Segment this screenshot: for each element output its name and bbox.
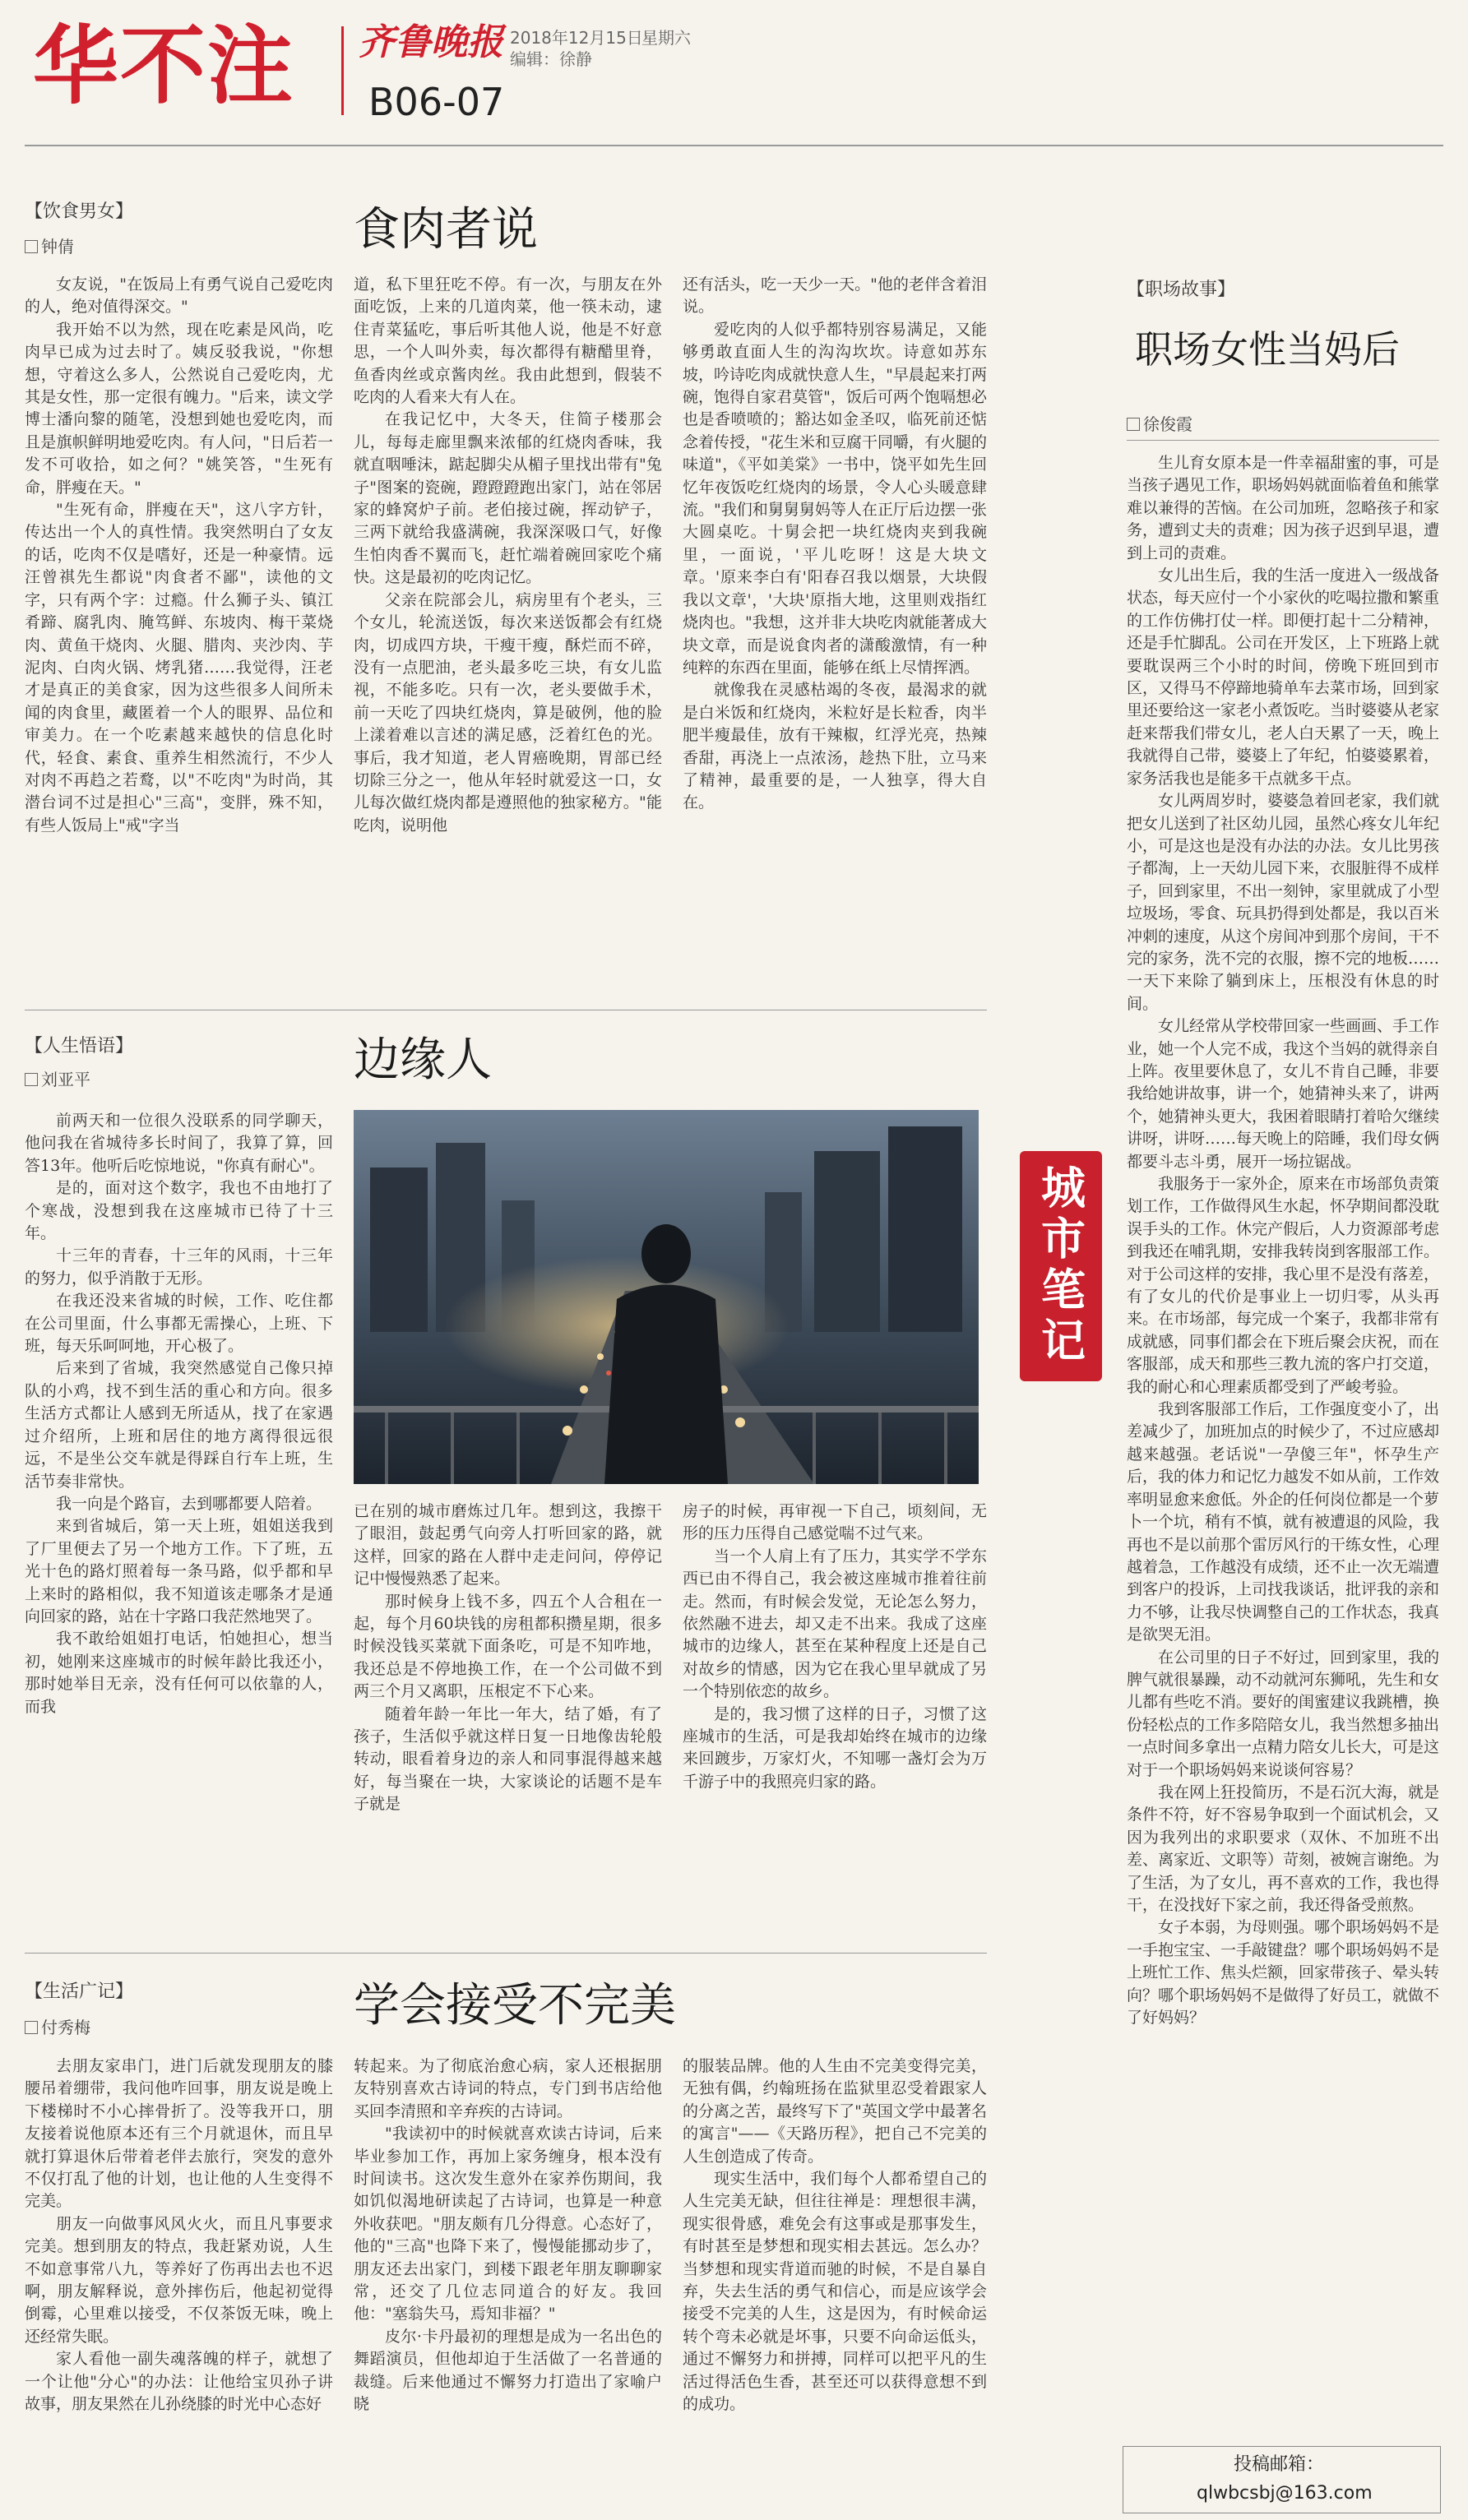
- masthead-rule: [25, 145, 1443, 146]
- diet-column-label: 【饮食男女】: [25, 201, 134, 222]
- city-notes-stamp: 城市笔记: [1020, 1151, 1102, 1381]
- paragraph: 十三年的青春，十三年的风雨，十三年的努力，似乎消散于无形。: [25, 1246, 333, 1288]
- paragraph: 我到客服部工作后，工作强度变小了，出差减少了，加班加点的时候少了，不过应感却越来越强。老话说"一孕傻三年"，怀孕生产后，我的体力和记忆力越发不如从前，工作效率明显愈来愈低。外企的任何岗位都是一个萝卜一个坑，稍有不慎，就有被遭退的风险，我再也不是以前那个雷厉风行的干练女性，心理越着急，工作越没有成绩，还不止一次无端遭到客户的投诉，上司找我谈话，批评我的亲和力不够，让我尽快调整自己的工作状态，我真是欲哭无泪。: [1127, 1400, 1439, 1644]
- diet-text-col1: [25, 274, 333, 997]
- paragraph: 朋友一向做事风风火火，而且凡事要求完美。想到朋友的特点，我赶紧劝说，人生不如意事常八九，等养好了伤再出去也不迟啊，朋友解释说，意外摔伤后，他起初觉得倒霉，心里难以接受，不仅茶饭无味，晚上还经常失眠。: [25, 2214, 333, 2346]
- paragraph: 就像我在灵感枯竭的冬夜，最渴求的就是白米饭和红烧肉，米粒好是长粒香，肉半肥半瘦最佳，放有干辣椒，红浮光亮，热辣香甜，再浇上一点浓汤，趁热下肚，立马来了精神，最重要的是，一人独享，得大自在。: [683, 681, 987, 812]
- paragraph: 女儿两周岁时，婆婆急着回老家，我们就把女儿送到了社区幼儿园，虽然心疼女儿年纪小，可是这也是没有办法的办法。女儿比男孩子都淘，上一天幼儿园下来，衣服脏得不成样子，回到家里，不出一刻钟，家里就成了小型垃圾场，零食、玩具扔得到处都是，我以百米冲刺的速度，从这个房间冲到那个房间，干不完的家务，洗不完的衣服，擦不完的地板……一天下来除了躺到床上，压根没有休息的时间。: [1127, 792, 1439, 1013]
- paragraph: 道，私下里狂吃不停。有一次，与朋友在外面吃饭，上来的几道肉菜，他一筷未动，逮住青菜猛吃，事后听其他人说，他是不好意思，一个人叫外卖，每次都得有糖醋里脊，鱼香肉丝或京酱肉丝。我由此想到，假装不吃肉的人看来大有人在。: [354, 275, 662, 407]
- margin-title: 边缘人: [354, 1033, 492, 1087]
- imperfect-text-col3: [683, 2055, 987, 2504]
- paragraph: 我不敢给姐姐打电话，怕她担心，想当初，她刚来这座城市的时候年龄比我还小，那时她举目无亲，没有任何可以依靠的人，而我: [25, 1630, 333, 1716]
- section-rule: [1127, 440, 1439, 441]
- margin-text-col3: [683, 1500, 987, 1940]
- author-box-icon: [1127, 418, 1140, 431]
- paragraph: 房子的时候，再审视一下自己，顷刻间，无形的压力压得自己感觉喘不过气来。: [683, 1502, 987, 1543]
- paragraph: 现实生活中，我们每个人都希望自己的人生完美无缺，但往往禅是：理想很丰满，现实很骨感，难免会有这事或是那事发生，有时甚至是梦想和现实相去甚远。怎么办？当梦想和现实背道而驰的时候，不是自暴自弃，失去生活的勇气和信心，而是应该学会接受不完美的人生，这是因为，有时候命运转个弯未必就是坏事，只要不向命运低头，通过不懈努力和拼搏，同样可以把平凡的生活过得活色生香，甚至还可以获得意想不到的成功。: [683, 2170, 987, 2414]
- paragraph: 随着年龄一年比一年大，结了婚，有了孩子，生活似乎就这样日复一日地像齿轮般转动，眼看着身边的亲人和同事混得越来越好，每当聚在一块，大家谈论的话题不是车子就是: [354, 1704, 662, 1814]
- author-box-icon: [25, 2021, 38, 2034]
- diet-text-col3: [683, 274, 987, 997]
- paragraph: 我一向是个路盲，去到哪都要人陪着。: [56, 1494, 322, 1513]
- diet-text-col2: [354, 274, 662, 997]
- paragraph: 我开始不以为然，现在吃素是风尚，吃肉早已成为过去时了。姨反驳我说，"你想想，守着这么多人，公然说自己爱吃肉，尤其是女性，那一定很有魄力。"后来，读文学博士潘向黎的随笔，没想到她也爱吃肉，而且是旗帜鲜明地爱吃肉。有人问，"日后若一发不可收拾，如之何？"姚笑答，"生死有命，胖瘦在天。": [25, 320, 333, 497]
- paragraph: "生死有命，胖瘦在天"，这八字方针，传达出一个人的真性情。我突然明白了女友的话，吃肉不仅是嗜好，还是一种豪情。远汪曾祺先生都说"肉食者不鄙"，读他的文字，只有两个字：过瘾。什么狮子头、镇江肴蹄、腐乳肉、腌笃鲜、东坡肉、梅干菜烧肉、黄鱼干烧肉、火腿、腊肉、夹沙肉、芋泥肉、白肉火锅、烤乳猪……我觉得，汪老才是真正的美食家，因为这些很多人间所未闻的肉食里，藏匿着一个人的眼界、品位和审美力。在一个吃素越来越快的信息化时代，轻食、素食、重养生相然流行，不少人对肉不再趋之若鹜，以"不吃肉"为时尚，其潜台词不过是担心"三高"，变胖，殊不知，有些人饭局上"戒"字当: [25, 501, 333, 835]
- newspaper-name: 齐鲁晚报: [359, 21, 503, 63]
- paragraph: 女儿出生后，我的生活一度进入一级战备状态，每天应付一个小家伙的吃喝拉撒和繁重的工作仿佛打仗一样。即便打起十二分精神，还是手忙脚乱。公司在开发区，上下班路上就要耽误两三个小时的时间，傍晚下班回到市区，又得马不停蹄地骑单车去菜市场，回到家里还要给这一家老小煮饭吃。当时婆婆从老家赶来帮我们带女儿，老人白天累了一天，晚上我就得自己带，婆婆上了年纪，怕婆婆累着，家务活我也是能多干点就多干点。: [1127, 566, 1439, 788]
- paragraph: 家人看他一副失魂落魄的样子，就想了一个让他"分心"的办法：让他给宝贝孙子讲故事，朋友果然在儿孙绕膝的时光中心态好: [25, 2350, 333, 2414]
- workplace-title: 职场女性当妈后: [1135, 327, 1400, 372]
- paragraph: 父亲在院部会儿，病房里有个老头，三个女儿，轮流送饭，每次来送饭都会有红烧肉，切成四方块，干瘦干瘦，酥烂而不碎，没有一点肥油，老头最多吃三块，有女儿监视，不能多吃。只有一次，老头要做手术，前一天吃了四块红烧肉，算是破例，他的脸上漾着难以言述的满足感，泛着红色的光。事后，我才知道，老人胃癌晚期，胃部已经切除三分之一，他从年轻时就爱这一口，女儿每次做红烧肉都是遵照他的独家秘方。"能吃肉，说明他: [354, 590, 662, 835]
- margin-author: 刘亚平: [25, 1066, 90, 1090]
- margin-text-col2: [354, 1500, 662, 1940]
- imperfect-text-col1: [25, 2055, 333, 2504]
- paragraph: 在我还没来省城的时候，工作、吃住都在公司里面，什么事都无需操心，上班、下班，每天乐呵呵地，开心极了。: [25, 1292, 333, 1356]
- paragraph: 我服务于一家外企，原来在市场部负责策划工作，工作做得风生水起，怀孕期间都没耽误手头的工作。休完产假后，人力资源部考虑到我还在哺乳期，安排我转岗到客服部工作。对于公司这样的安排，我心里不是没有落差，有了女儿的代价是事业上一切归零，从头再来。在市场部，每完成一个案子，我都非常有成就感，同事们都会在下班后聚会庆祝，而在客服部，成天和那些三教九流的客户打交道，我的耐心和心理素质都受到了严峻考验。: [1127, 1175, 1439, 1396]
- paragraph: 当一个人肩上有了压力，其实学不学东西已由不得自己，我会被这座城市推着往前走。然而，有时候会发觉，无论怎么努力，依然融不进去，却又走不出来。我成了这座城市的边缘人，甚至在某种程度上还是自己对故乡的情感，因为它在我心里早就成了另一个特别依恋的故乡。: [683, 1547, 987, 1701]
- paragraph: 转起来。为了彻底治愈心病，家人还根据朋友特别喜欢古诗词的特点，专门到书店给他买回李清照和辛弃疾的古诗词。: [354, 2057, 662, 2120]
- paragraph: 在我记忆中，大冬天，住简子楼那会儿，每每走廊里飘来浓郁的红烧肉香味，我就直咽唾沫，踮起脚尖从楣子里找出带有"兔子"图案的瓷碗，蹬蹬蹬跑出家门，站在邻居家的蜂窝炉子前。老伯接过碗，挥动铲子，三两下就给我盛满碗，我深深吸口气，好像生怕肉香不翼而飞，赶忙端着碗回家吃个痛快。这是最初的吃肉记忆。: [354, 410, 662, 587]
- city-night-photo: [354, 1110, 979, 1484]
- author-box-icon: [25, 1073, 38, 1086]
- author-box-icon: [25, 240, 38, 253]
- paragraph: 的服装品牌。他的人生由不完美变得完美，无独有偶，约翰班扬在监狱里忍受着跟家人的分离之苦，最终写下了"英国文学中最著名的寓言"——《天路历程》，把自己不完美的人生创造成了传奇。: [683, 2057, 987, 2166]
- imperfect-text-col2: [354, 2055, 662, 2504]
- submission-email[interactable]: qlwbcsbj@163.com: [1197, 2483, 1373, 2504]
- city-night-photo-art: [354, 1110, 979, 1484]
- publication-date: 2018年12月15日: [510, 28, 643, 48]
- workplace-text: [1127, 452, 1439, 2434]
- paragraph: 生儿育女原本是一件幸福甜蜜的事，可是当孩子遇见工作，职场妈妈就面临着鱼和熊掌难以兼得的苦恼。在公司加班，忽略孩子和家务，遭到丈夫的责难；因为孩子迟到早退，遭到上司的责难。: [1127, 454, 1439, 562]
- section-rule: [25, 1953, 987, 1954]
- paragraph: 在公司里的日子不好过，回到家里，我的脾气就很暴躁，动不动就河东狮吼，先生和女儿都有些吃不消。要好的闺蜜建议我跳槽，换份轻松点的工作多陪陪女儿，我当然想多抽出一点时间多拿出一点精力陪女儿长大，可是这对于一个职场妈妈来说谈何容易？: [1127, 1648, 1439, 1779]
- paragraph: 已在别的城市磨炼过几年。想到这，我擦干了眼泪，鼓起勇气向旁人打听回家的路，就这样，回家的路在人群中走走问问，停停记记中慢慢熟悉了起来。: [354, 1502, 662, 1588]
- paragraph: 还有活头，吃一天少一天。"他的老伴含着泪说。: [683, 275, 987, 317]
- paragraph: 女儿经常从学校带回家一些画画、手工作业，她一个人完不成，我这个当妈的就得亲自上阵。夜里要休息了，女儿不肯自己睡，非要我给她讲故事，讲一个，她猜神头来了，讲两个，她猜神头更大，我困着眼睛打着哈欠继续讲呀，讲呀……每天晚上的陪睡，我们母女俩都要斗志斗勇，展开一场拉锯战。: [1127, 1017, 1439, 1171]
- column-logo: 华不注: [33, 16, 295, 116]
- publication-weekday: 星期六: [641, 28, 691, 48]
- imperfect-column-label: 【生活广记】: [25, 1981, 134, 2002]
- diet-author: 钟倩: [25, 234, 74, 257]
- paragraph: 女友说，"在饭局上有勇气说自己爱吃肉的人，绝对值得深交。": [25, 275, 333, 317]
- diet-title: 食肉者说: [354, 203, 538, 257]
- margin-column-label: 【人生悟语】: [25, 1036, 134, 1057]
- paragraph: 是的，我习惯了这样的日子，习惯了这座城市的生活，可是我却始终在城市的边缘来回踱步，万家灯火，不知哪一盏灯会为万千游子中的我照亮归家的路。: [683, 1704, 987, 1791]
- paragraph: 那时候身上钱不多，四五个人合租在一起，每个月60块钱的房租都积攒星期，很多时候没钱买菜就下面条吃，可是不知咋地，我还总是不停地换工作，在一个公司做不到两三个月又离职，压根定不下心来。: [354, 1592, 662, 1701]
- page-number: B06-07: [368, 80, 505, 124]
- paragraph: 是的，面对这个数字，我也不由地打了个寒战，没想到我在这座城市已待了十三年。: [25, 1179, 333, 1243]
- imperfect-title: 学会接受不完美: [354, 1979, 676, 2032]
- margin-text-col1: [25, 1110, 333, 1940]
- paragraph: 去朋友家串门，进门后就发现朋友的膝腰吊着绷带，我问他咋回事，朋友说是晚上下楼梯时不小心摔骨折了。没等我开口，朋友接着说他原本还有三个月就退休，而且早就打算退休后带着老伴去旅行，突发的意外不仅打乱了他的计划，也让他的人生变得不完美。: [25, 2057, 333, 2211]
- paragraph: 爱吃肉的人似乎都特别容易满足，又能够勇敢直面人生的沟沟坎坎。诗意如苏东坡，吟诗吃肉成就快意人生，"早晨起来打两碗，饱得自家君莫管"，饭后可两个饱嗝想必也是香喷喷的；豁达如金圣叹，临死前还惦念着传授，"花生米和豆腐干同嚼，有火腿的味道"，《平如美棠》一书中，饶平如先生回忆年夜饭吃红烧肉的场景，令人心头暖意肆流。"我们和舅舅舅妈等人在正厅后边摆一张大圆桌吃。十舅会把一块红烧肉夹到我碗里，一面说，'平儿吃呀！这是大块文章。'原来李白有'阳春召我以烟景，大块假我以文章'，'大块'原指大地，这里则戏指红烧肉也。"我想，这并非大块吃肉就能著成大块文章，而是说食肉者的潇酸激情，有一种纯粹的东西在里面，能够在纸上尽情挥洒。: [683, 320, 987, 677]
- paragraph: 皮尔·卡丹最初的理想是成为一名出色的舞蹈演员，但他却迫于生活做了一名普通的裁缝。后来他通过不懈努力打造出了家喻户晓: [354, 2327, 662, 2414]
- page-editor: 编辑：徐静: [510, 49, 592, 69]
- submission-label: 投稿邮箱：: [1234, 2454, 1325, 2475]
- paragraph: "我读初中的时候就喜欢读古诗词，后来毕业参加工作，再加上家务缠身，根本没有时间读书。这次发生意外在家养伤期间，我如饥似渴地研读起了古诗词，也算是一种意外收获吧。"朋友颇有几分得意。心态好了，他的"三高"也降下来了，慢慢能挪动步了，朋友还去出家门，到楼下跟老年朋友聊聊家常，还交了几位志同道合的好友。我回他："塞翁失马，焉知非福？": [354, 2125, 662, 2323]
- masthead-divider: [341, 26, 344, 115]
- paragraph: 我在网上狂投简历，不是石沉大海，就是条件不符，好不容易争取到一个面试机会，又因为我列出的求职要求（双休、不加班不出差、离家近、文职等）苛刻，被婉言谢绝。为了生活，为了女儿，再不喜欢的工作，我也得干，在没找好下家之前，我还得备受煎熬。: [1127, 1782, 1439, 1914]
- workplace-column-label: 【职场故事】: [1127, 280, 1236, 300]
- paragraph: 来到省城后，第一天上班，姐姐送我到了厂里便去了另一个地方工作。下了班，五光十色的路灯照着每一条马路，似乎都和早上来时的路相似，我不知道该走哪条才是通向回家的路，站在十字路口我茫然地哭了。: [25, 1517, 333, 1625]
- paragraph: 女子本弱，为母则强。哪个职场妈妈不是一手抱宝宝、一手敲键盘？哪个职场妈妈不是上班忙工作、焦头烂额，回家带孩子、晕头转向？哪个职场妈妈不是做得了好员工，就做不了好妈妈？: [1127, 1918, 1439, 2028]
- paragraph: 前两天和一位很久没联系的同学聊天，他问我在省城待多长时间了，我算了算，回答13年。他听后吃惊地说，"你真有耐心"。: [25, 1112, 333, 1175]
- paragraph: 后来到了省城，我突然感觉自己像只掉队的小鸡，找不到生活的重心和方向。很多生活方式都让人感到无所适从，找了在家遇过介绍所，上班和居住的地方离得很远很远，不是坐公交车就是得踩自行车上班，生活节奏非常快。: [25, 1359, 333, 1491]
- workplace-author: 徐俊霞: [1127, 411, 1192, 435]
- imperfect-author: 付秀梅: [25, 2014, 90, 2038]
